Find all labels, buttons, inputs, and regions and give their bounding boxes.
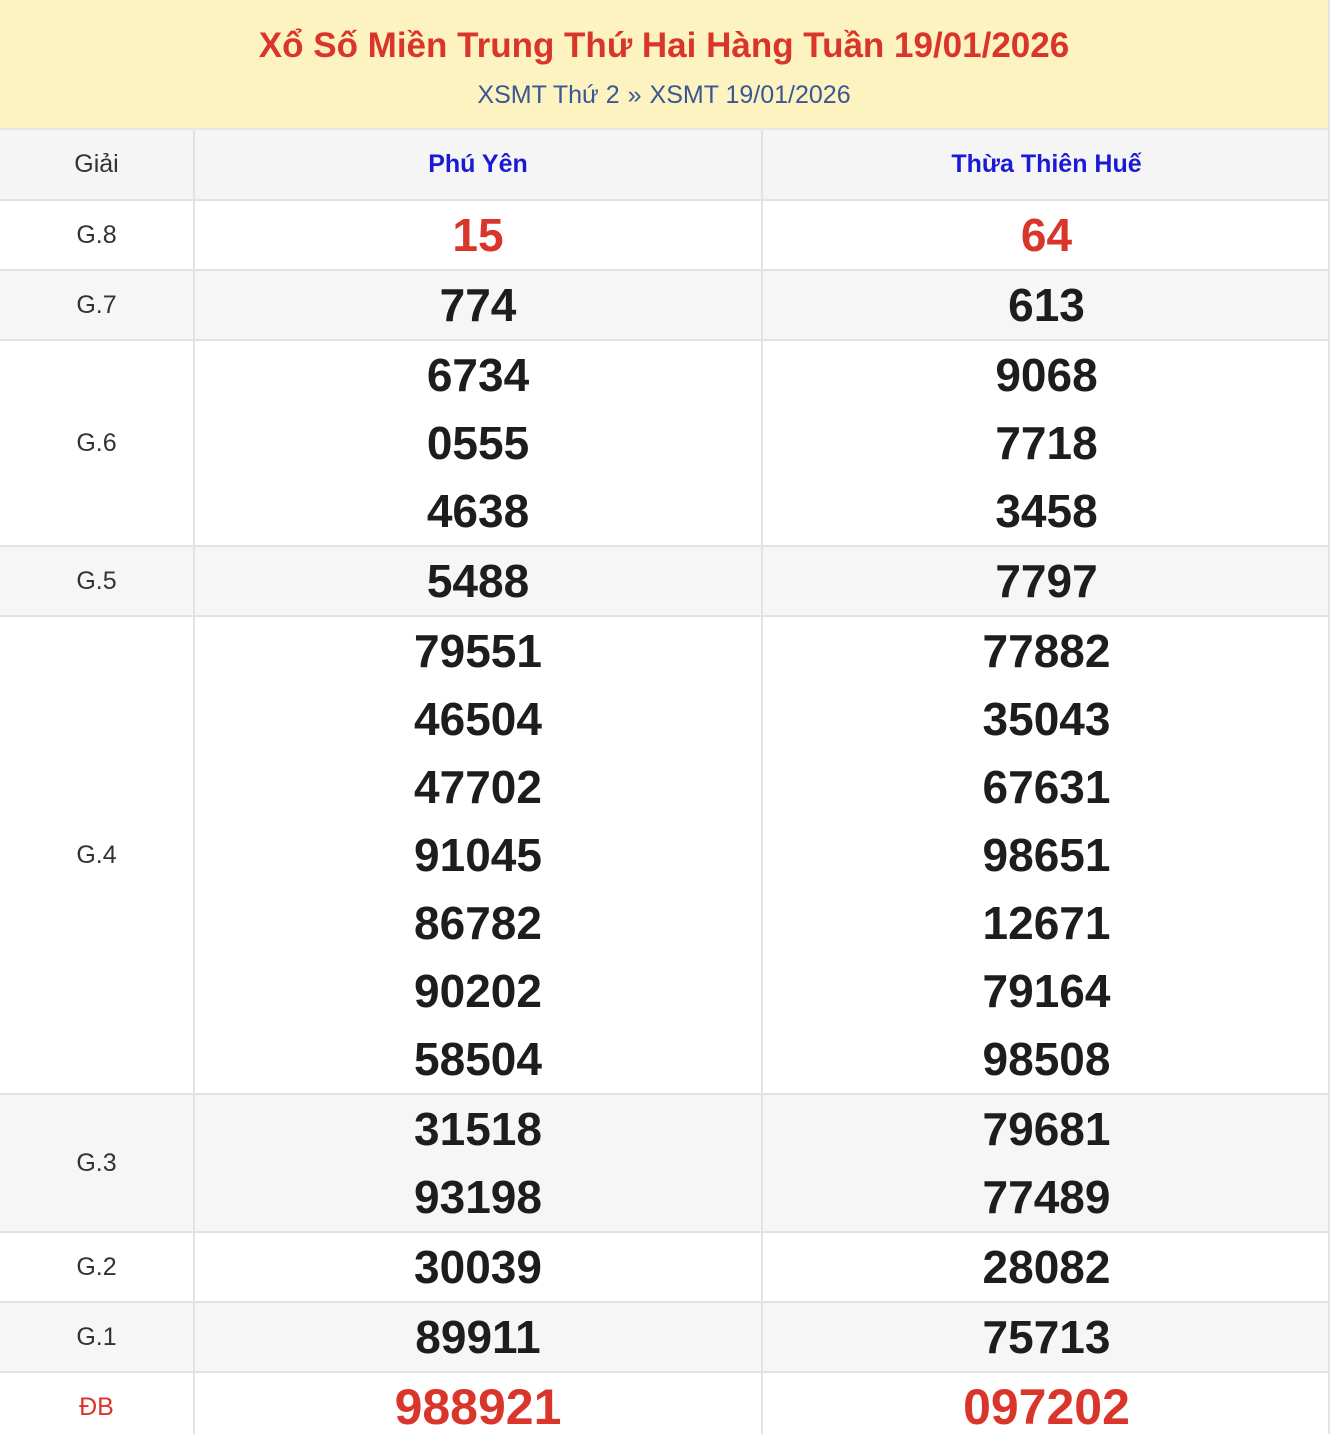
prize-number: 46504 <box>414 693 542 745</box>
prize-cell <box>762 546 1330 616</box>
prize-cell <box>762 200 1330 270</box>
prize-cell <box>194 1094 762 1232</box>
prize-number: 774 <box>439 279 517 331</box>
prize-cell <box>194 1302 762 1372</box>
prize-number: 12671 <box>982 897 1111 949</box>
prize-number: 3458 <box>995 485 1098 537</box>
page-title: Xổ Số Miền Trung Thứ Hai Hàng Tuần 19/01/2026 <box>258 26 1070 65</box>
prize-label: G.5 <box>0 546 194 616</box>
province-header-thua-thien-hue[interactable]: Thừa Thiên Huế <box>762 130 1330 200</box>
prize-label: G.1 <box>0 1302 194 1372</box>
prize-cell <box>194 546 762 616</box>
results-header <box>0 0 1328 130</box>
prize-label: G.2 <box>0 1232 194 1302</box>
breadcrumb-link-weekday[interactable]: XSMT Thứ 2 <box>477 81 620 109</box>
prize-cell <box>194 1372 762 1434</box>
prize-number: 86782 <box>414 897 542 949</box>
prize-row-g8 <box>0 200 1330 270</box>
prize-number: 35043 <box>982 693 1111 745</box>
prize-number: 89911 <box>415 1311 541 1363</box>
breadcrumb-link-date[interactable]: XSMT 19/01/2026 <box>649 81 851 109</box>
prize-number: 79551 <box>414 625 542 677</box>
prize-cell <box>194 340 762 546</box>
prize-row-g3 <box>0 1094 1330 1232</box>
prize-cell <box>194 1232 762 1302</box>
prize-number: 75713 <box>982 1311 1111 1363</box>
prize-label: G.3 <box>0 1094 194 1232</box>
prize-row-g2 <box>0 1232 1330 1302</box>
prize-cell <box>194 270 762 340</box>
prize-number: 9068 <box>995 349 1098 401</box>
prize-number: 4638 <box>426 485 530 537</box>
prize-number: 79164 <box>982 965 1111 1017</box>
prize-column-header: Giải <box>0 130 194 200</box>
breadcrumb-separator: » <box>627 81 642 109</box>
prize-row-g7 <box>0 270 1330 340</box>
special-prize-number: 988921 <box>394 1379 562 1434</box>
prize-number: 6734 <box>426 349 530 401</box>
prize-cell <box>194 616 762 1094</box>
prize-number: 67631 <box>982 761 1111 813</box>
prize-cell <box>762 340 1330 546</box>
prize-number: 90202 <box>414 965 542 1017</box>
prize-label: G.4 <box>0 616 194 1094</box>
prize-label: G.7 <box>0 270 194 340</box>
prize-cell <box>762 1094 1330 1232</box>
prize-number: 15 <box>452 209 504 261</box>
prize-number: 77882 <box>982 625 1111 677</box>
prize-number: 30039 <box>414 1241 542 1293</box>
prize-number: 64 <box>1020 209 1073 261</box>
prize-number: 93198 <box>414 1171 542 1223</box>
prize-label-special: ĐB <box>0 1372 194 1434</box>
prize-number: 79681 <box>982 1103 1111 1155</box>
results-table <box>0 130 1330 1434</box>
prize-cell <box>762 270 1330 340</box>
prize-number: 77489 <box>982 1171 1111 1223</box>
prize-cell <box>762 616 1330 1094</box>
special-prize-number: 097202 <box>963 1379 1130 1434</box>
prize-cell <box>762 1232 1330 1302</box>
prize-cell <box>762 1372 1330 1434</box>
prize-number: 7718 <box>995 417 1098 469</box>
prize-cell <box>762 1302 1330 1372</box>
prize-number: 98508 <box>982 1033 1111 1085</box>
prize-row-special <box>0 1372 1330 1434</box>
prize-label: G.6 <box>0 340 194 546</box>
prize-number: 31518 <box>414 1103 542 1155</box>
prize-label: G.8 <box>0 200 194 270</box>
prize-cell <box>194 200 762 270</box>
prize-number: 28082 <box>982 1241 1111 1293</box>
prize-number: 91045 <box>414 829 542 881</box>
prize-row-g1 <box>0 1302 1330 1372</box>
prize-row-g5 <box>0 546 1330 616</box>
breadcrumb <box>0 80 1328 110</box>
prize-row-g6 <box>0 340 1330 546</box>
prize-row-g4 <box>0 616 1330 1094</box>
province-header-phu-yen[interactable]: Phú Yên <box>194 130 762 200</box>
prize-number: 0555 <box>426 417 530 469</box>
table-header-row <box>0 130 1330 200</box>
prize-number: 5488 <box>426 555 530 607</box>
prize-number: 613 <box>1008 279 1085 331</box>
prize-number: 47702 <box>414 761 542 813</box>
prize-number: 7797 <box>995 555 1098 607</box>
prize-number: 98651 <box>982 829 1111 881</box>
prize-number: 58504 <box>414 1033 542 1085</box>
